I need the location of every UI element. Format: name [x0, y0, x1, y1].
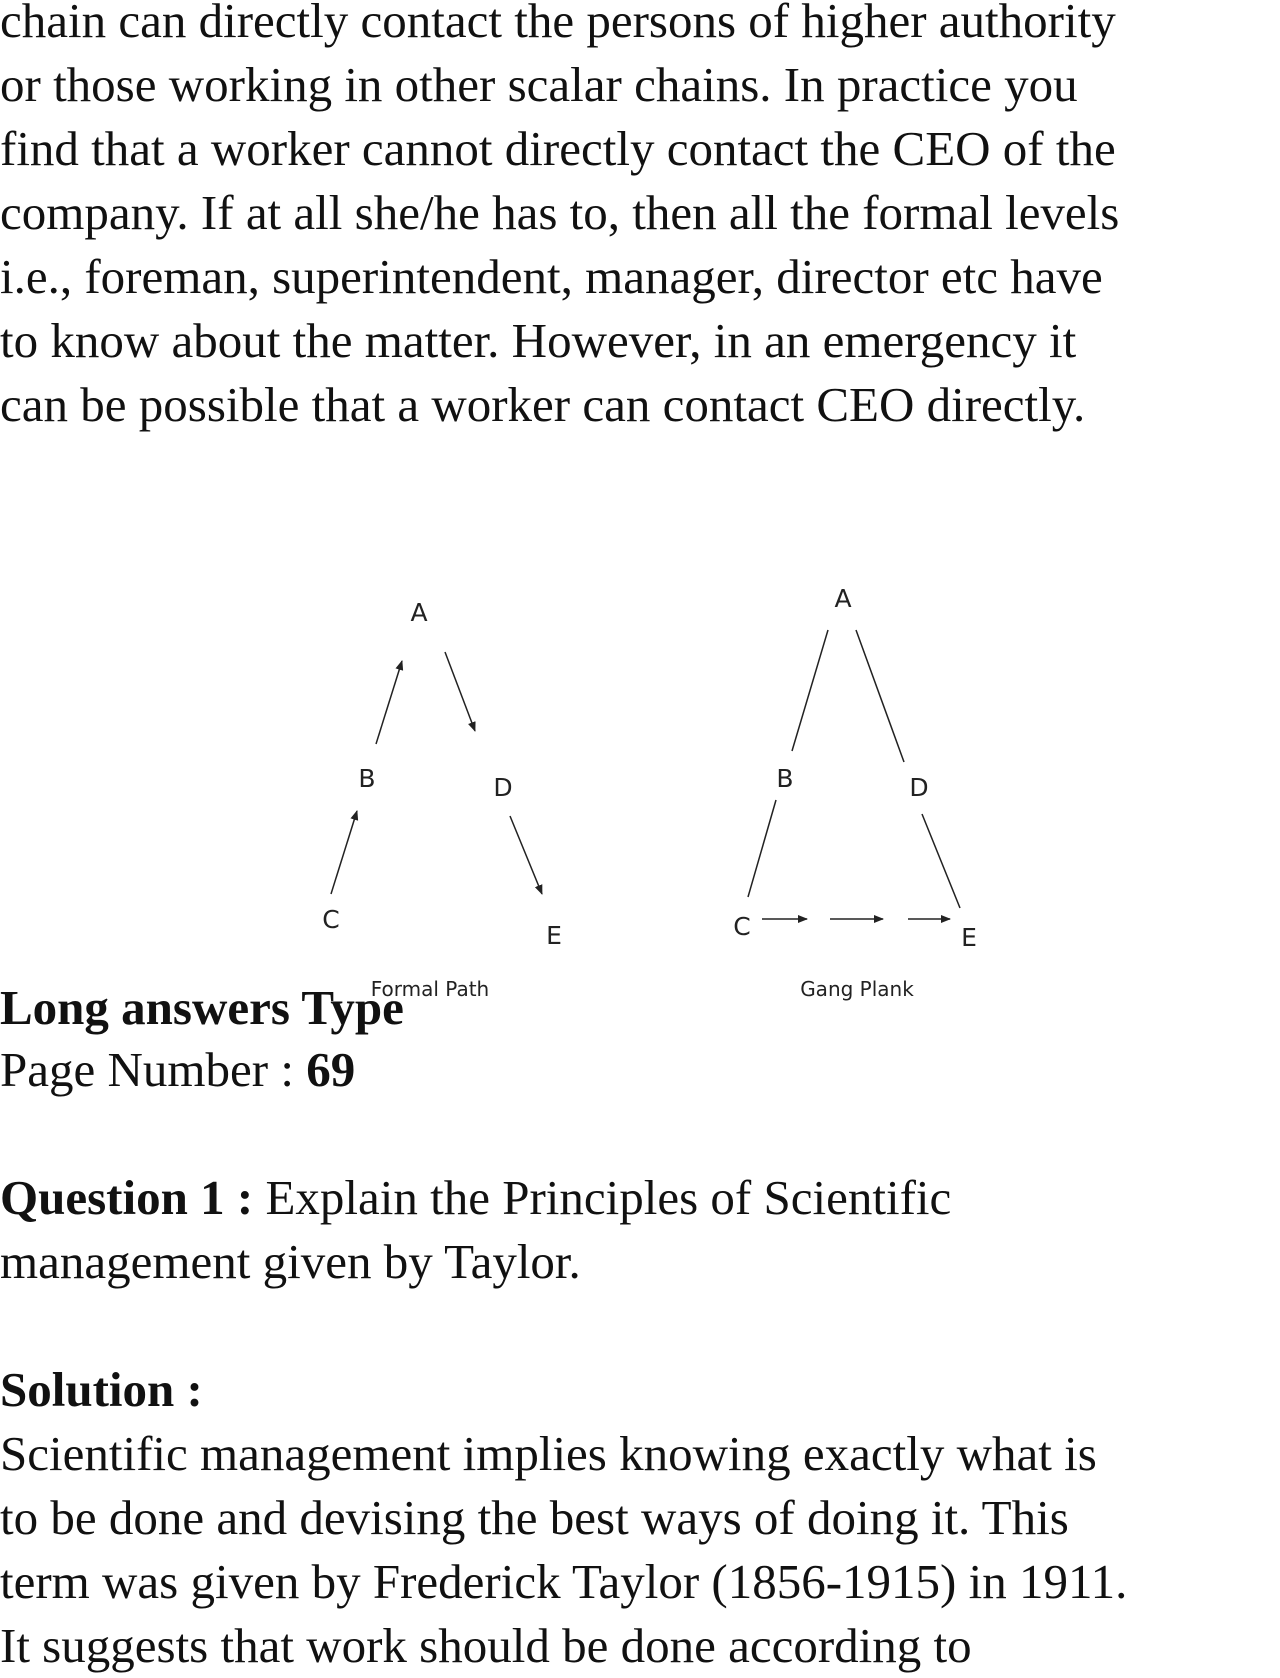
paragraph-line: to know about the matter. However, in an emergency it: [0, 313, 1077, 368]
paragraph-line: company. If at all she/he has to, then all the formal levels: [0, 185, 1120, 240]
arrow-c-to-b: [331, 811, 357, 894]
node-d: D: [493, 773, 513, 802]
line-b-c: [748, 800, 776, 897]
line-d-e: [922, 814, 960, 908]
page-number: Page Number : 69: [0, 1042, 356, 1097]
formal-path-diagram: [322, 598, 562, 1001]
question-line: Question 1 : Explain the Principles of Scientific: [0, 1170, 952, 1225]
node-b: B: [358, 764, 376, 793]
node-b: B: [776, 764, 794, 793]
node-e: E: [961, 923, 977, 952]
node-e: E: [546, 921, 562, 950]
node-c: C: [322, 905, 340, 934]
node-a: A: [410, 598, 428, 627]
solution-line: term was given by Frederick Taylor (1856-1915) in 1911.: [0, 1554, 1128, 1609]
arrow-a-to-d: [445, 652, 475, 731]
line-a-b: [792, 630, 828, 751]
arrow-b-to-a: [376, 661, 402, 744]
question-label: Question 1 :: [0, 1170, 254, 1225]
solution-line: to be done and devising the best ways of doing it. This: [0, 1490, 1069, 1545]
formal-path-caption: Formal Path: [370, 977, 490, 1001]
gang-plank-diagram: [733, 584, 977, 1001]
solution-heading: Solution :: [0, 1362, 203, 1417]
paragraph-line: i.e., foreman, superintendent, manager, director etc have: [0, 249, 1103, 304]
question-line: management given by Taylor.: [0, 1234, 581, 1289]
paragraph-line: or those working in other scalar chains. In practice you: [0, 57, 1078, 112]
solution-line: It suggests that work should be done according to: [0, 1618, 972, 1673]
node-d: D: [909, 773, 929, 802]
node-a: A: [834, 584, 852, 613]
solution-line: Scientific management implies knowing exactly what is: [0, 1426, 1097, 1481]
node-c: C: [733, 912, 751, 941]
arrow-d-to-e: [510, 816, 542, 894]
line-a-d: [856, 630, 904, 762]
paragraph-line: chain can directly contact the persons of higher authority: [0, 0, 1116, 48]
paragraph-line: find that a worker cannot directly contact the CEO of the: [0, 121, 1116, 176]
gang-plank-caption: Gang Plank: [800, 977, 914, 1001]
paragraph-line: can be possible that a worker can contact CEO directly.: [0, 377, 1086, 432]
section-heading: Long answers Type: [0, 980, 404, 1035]
